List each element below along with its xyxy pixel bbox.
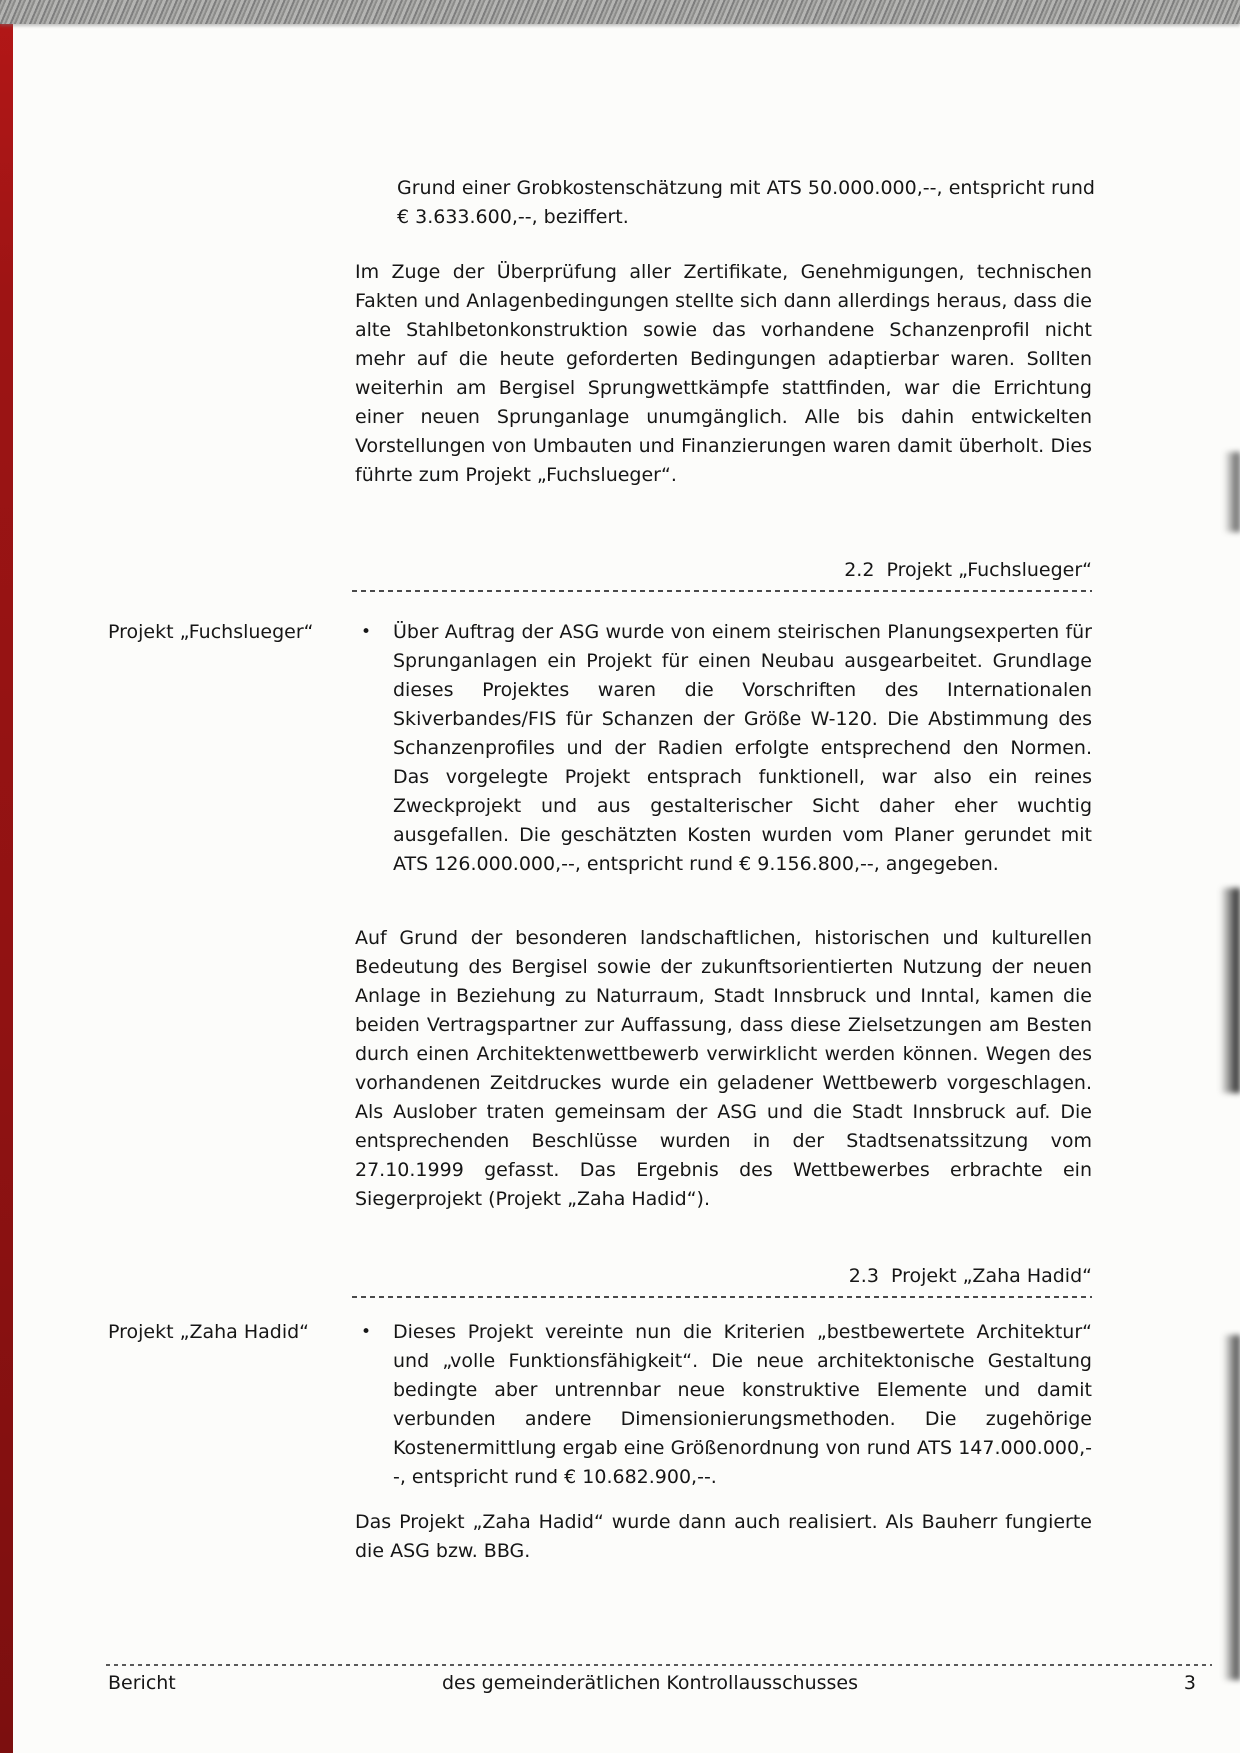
scan-top-edge-artifact — [0, 0, 1240, 24]
scan-right-shadow-artifact — [1224, 452, 1240, 532]
section-2-2-underline — [352, 590, 1092, 592]
paragraph-cost-estimate: Grund einer Grobkostenschätzung mit ATS 50.000.000,--, entspricht rund € 3.633.600,--, beziffert. — [397, 177, 1095, 228]
margin-label-zaha-hadid: Projekt „Zaha Hadid“ — [108, 1321, 310, 1343]
bullet-text-zaha-hadid: Dieses Projekt vereinte nun die Kriterien „bestbewertete Architektur“ und „volle Funktionsfähigkeit“. Die neue architektonische Gestaltung bedingte aber untrennbar neue konstruktive Elemente und damit verbunden andere Dimensionierungsmethoden. Die zugehörige Kostenermittlung ergab eine Größenordnung von rund ATS 147.000.000,--, entspricht rund € 10.682.900,--. — [393, 1321, 1092, 1488]
bullet-icon: • — [361, 622, 372, 642]
scan-left-red-binding-edge — [0, 5, 13, 1753]
bullet-item-fuchslueger — [355, 618, 1092, 879]
section-2-3-underline — [352, 1296, 1092, 1298]
bullet-item-zaha-hadid — [355, 1318, 1092, 1492]
scan-right-shadow-artifact — [1220, 888, 1240, 1093]
bullet-icon: • — [361, 1322, 372, 1342]
paragraph-auf-grund: Auf Grund der besonderen landschaftlichen, historischen und kulturellen Bedeutung des Bergisel sowie der zukunftsorientierten Nutzung der neuen Anlage in Beziehung zu Naturraum, Stadt Innsbruck und Inntal, kamen die beiden Vertragspartner zur Auffassung, dass diese Zielsetzungen am Besten durch einen Architektenwettbewerb verwirklicht werden können. Wegen des vorhandenen Zeitdruckes wurde ein geladener Wettbewerb vorgeschlagen. Als Auslober traten gemeinsam der ASG und die Stadt Innsbruck auf. Die entsprechenden Beschlüsse wurden in der Stadtsenatssitzung vom 27.10.1999 gefasst. Das Ergebnis des Wettbewerbes erbrachte ein Siegerprojekt (Projekt „Zaha Hadid“). — [355, 927, 1092, 1210]
section-heading-2-2: 2.2 Projekt „Fuchslueger“ — [844, 559, 1092, 581]
footer-title: des gemeinderätlichen Kontrollausschusses — [441, 1672, 859, 1694]
footer-document-type: Bericht — [108, 1672, 176, 1694]
bullet-text-fuchslueger: Über Auftrag der ASG wurde von einem steirischen Planungsexperten für Sprunganlagen ein Projekt für einen Neubau ausgearbeitet. Grundlage dieses Projektes waren die Vorschriften des Internationalen Skiverbandes/FIS für Schanzen der Größe W-120. Die Abstimmung des Schanzenprofiles und der Radien erfolgte entsprechend den Normen. Das vorgelegte Projekt entsprach funktionell, war also ein reines Zweckprojekt und aus gestalterischer Sicht daher eher wuchtig ausgefallen. Die geschätzten Kosten wurden vom Planer gerundet mit ATS 126.000.000,--, entspricht rund € 9.156.800,--, angegeben. — [393, 621, 1092, 875]
footer-page-number: 3 — [1183, 1672, 1196, 1694]
margin-label-fuchslueger: Projekt „Fuchslueger“ — [108, 621, 314, 643]
paragraph-im-zuge: Im Zuge der Überprüfung aller Zertifikate, Genehmigungen, technischen Fakten und Anlagenbedingungen stellte sich dann allerdings heraus, dass die alte Stahlbetonkonstruktion sowie das vorhandene Schanzenprofil nicht mehr auf die heute geforderten Bedingungen adaptierbar waren. Sollten weiterhin am Bergisel Sprungwettkämpfe stattfinden, war die Errichtung einer neuen Sprunganlage unumgänglich. Alle bis dahin entwickelten Vorstellungen von Umbauten und Finanzierungen waren damit überholt. Dies führte zum Projekt „Fuchslueger“. — [355, 261, 1092, 486]
paragraph-das-projekt: Das Projekt „Zaha Hadid“ wurde dann auch realisiert. Als Bauherr fungierte die ASG bzw. BBG. — [355, 1511, 1092, 1562]
scan-right-shadow-artifact — [1223, 1335, 1240, 1680]
footer-divider — [106, 1664, 1212, 1666]
section-heading-2-3: 2.3 Projekt „Zaha Hadid“ — [848, 1265, 1092, 1287]
